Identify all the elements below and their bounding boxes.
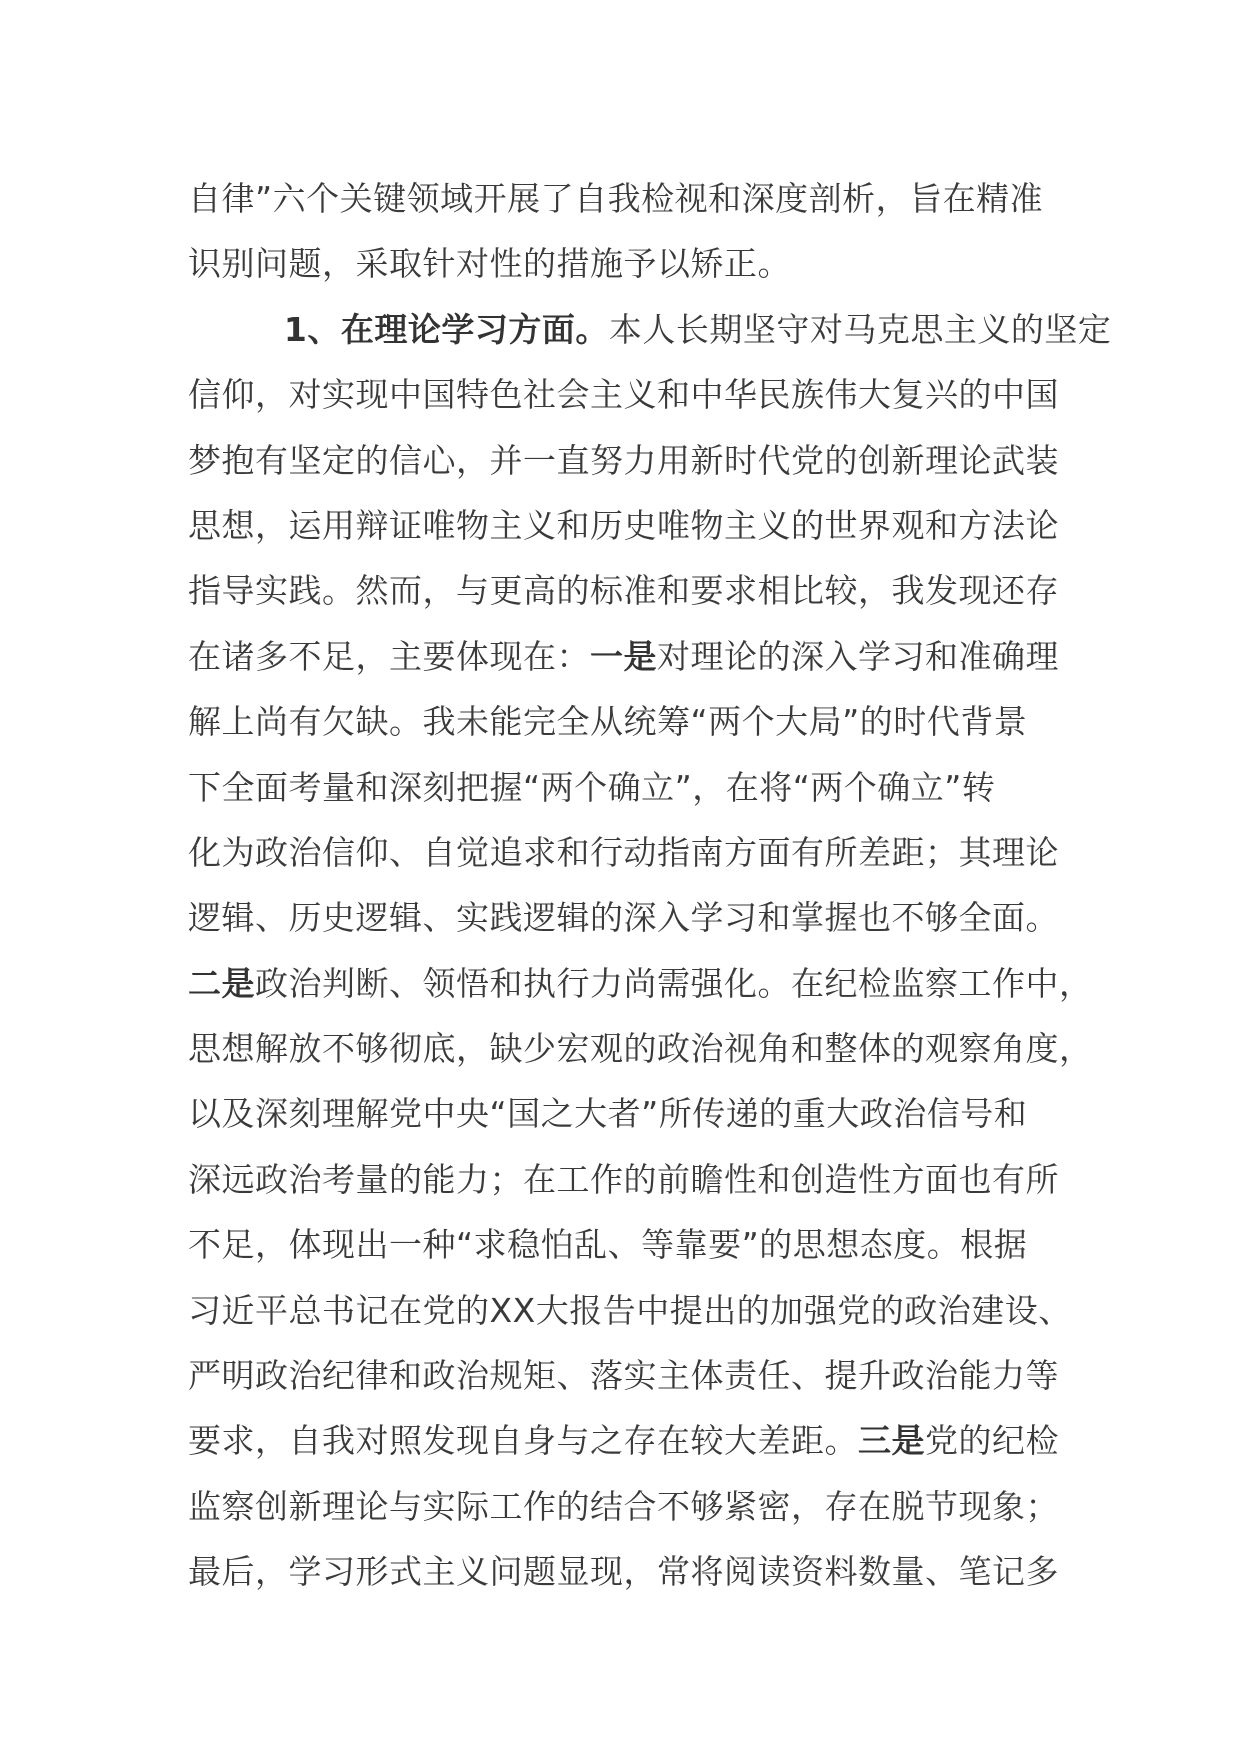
text-line	[188, 1408, 1068, 1473]
text-line	[188, 1081, 1068, 1146]
text-run: 思想，运用辩证唯物主义和历史唯物主义的世界观和方法论	[188, 505, 1059, 545]
text-run: 以及深刻理解党中央“国之大者”所传递的重大政治信号和	[188, 1094, 1028, 1134]
text-line	[188, 1147, 1068, 1212]
text-line	[188, 820, 1068, 885]
text-run: 深远政治考量的能力；在工作的前瞻性和创造性方面也有所	[188, 1159, 1059, 1199]
text-line	[188, 166, 1068, 231]
text-line	[188, 231, 1068, 296]
text-run: 党的纪检	[925, 1421, 1059, 1461]
text-line	[188, 1278, 1072, 1343]
text-line	[188, 493, 1068, 558]
text-line	[188, 1212, 1068, 1277]
text-line	[188, 885, 1068, 950]
text-line	[188, 558, 1068, 623]
text-line	[188, 624, 1068, 689]
text-run: 最后，学习形式主义问题显现，常将阅读资料数量、笔记多	[188, 1552, 1059, 1592]
text-line	[188, 1016, 1093, 1081]
text-run: 习近平总书记在党的XX大报告中提出的加强党的政治建设、	[188, 1290, 1072, 1330]
text-line	[188, 297, 1112, 362]
bold-text-run: 二是	[188, 963, 255, 1003]
text-line	[188, 951, 1093, 1016]
text-line	[188, 755, 1068, 820]
text-run: 信仰，对实现中国特色社会主义和中华民族伟大复兴的中国	[188, 375, 1059, 415]
text-line	[188, 1474, 1068, 1539]
text-run: 本人长期坚守对马克思主义的坚定	[608, 309, 1112, 349]
text-run: 梦抱有坚定的信心，并一直努力用新时代党的创新理论武装	[188, 440, 1059, 480]
text-line	[188, 428, 1068, 493]
text-run: 监察创新理论与实际工作的结合不够紧密，存在脱节现象；	[188, 1486, 1059, 1526]
text-run: 自律”六个关键领域开展了自我检视和深度剖析，旨在精准	[188, 179, 1044, 218]
text-run: 政治判断、领悟和执行力尚需强化。在纪检监察工作中，	[255, 963, 1093, 1003]
text-run: 要求，自我对照发现自身与之存在较大差距。	[188, 1421, 858, 1461]
bold-text-run: 一是	[590, 636, 657, 676]
text-line	[188, 1343, 1068, 1408]
text-line	[188, 362, 1068, 427]
text-run: 化为政治信仰、自觉追求和行动指南方面有所差距；其理论	[188, 832, 1059, 872]
text-run: 解上尚有欠缺。我未能完全从统筹“两个大局”的时代背景	[188, 702, 1028, 742]
text-run: 对理论的深入学习和准确理	[657, 636, 1059, 676]
text-run: 思想解放不够彻底，缺少宏观的政治视角和整体的观察角度，	[188, 1029, 1093, 1069]
text-line	[188, 689, 1068, 754]
bold-text-run: 1、在理论学习方面。	[188, 309, 609, 349]
text-run: 识别问题，采取针对性的措施予以矫正。	[188, 244, 791, 284]
text-run: 不足，体现出一种“求稳怕乱、等靠要”的思想态度。根据	[188, 1225, 1028, 1265]
text-line	[188, 1539, 1068, 1604]
text-run: 下全面考量和深刻把握“两个确立”，在将“两个确立”转	[188, 767, 996, 807]
text-run: 在诸多不足，主要体现在：	[188, 636, 590, 676]
text-run: 指导实践。然而，与更高的标准和要求相比较，我发现还存	[188, 571, 1059, 611]
text-run: 严明政治纪律和政治规矩、落实主体责任、提升政治能力等	[188, 1356, 1059, 1396]
body-text	[188, 166, 1112, 1605]
bold-text-run: 三是	[858, 1421, 925, 1461]
text-run: 逻辑、历史逻辑、实践逻辑的深入学习和掌握也不够全面。	[188, 898, 1059, 938]
